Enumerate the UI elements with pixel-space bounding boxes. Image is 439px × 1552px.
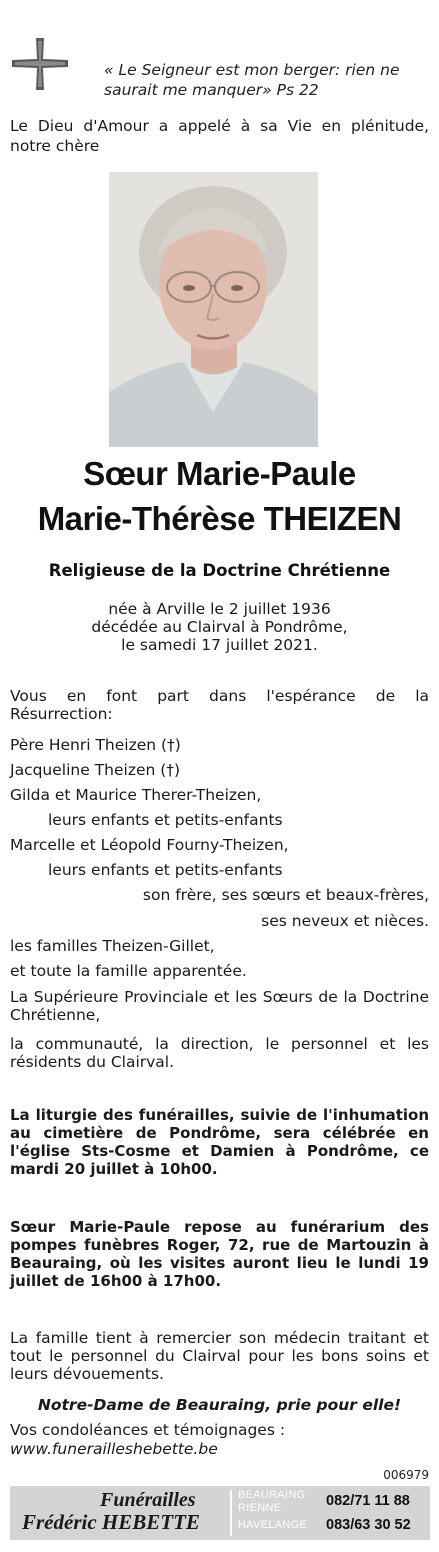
family-gilda: Gilda et Maurice Therer-Theizen, <box>10 786 262 804</box>
condolences-label: Vos condoléances et témoignages : <box>10 1421 286 1439</box>
banner-divider <box>230 1490 232 1536</box>
funeral-home-name-line2: Frédéric HEBETTE <box>22 1510 200 1534</box>
religious-title: Religieuse de la Doctrine Chrétienne <box>48 561 391 580</box>
birth-line: née à Arville le 2 juillet 1936 <box>108 600 331 618</box>
funeral-notice: La liturgie des funérailles, suivie de l'inhumation au cimetière de Pondrôme, sera célébrée en l'église Sts-Cosme et Damien à Pondrôme, ce mardi 20 juillet à 10h00. <box>10 1106 429 1178</box>
city-beauraing: BEAURAING <box>238 1489 306 1501</box>
dates-block <box>0 600 439 654</box>
announcement: Vous en font part dans l'espérance de la Résurrection: <box>10 687 429 723</box>
city-havelange: HAVELANGE <box>238 1519 308 1531</box>
family-community: la communauté, la direction, le personnel et les résidents du Clairval. <box>10 1035 429 1071</box>
website-link[interactable]: www.funerailleshebette.be <box>10 1440 218 1458</box>
cross-icon <box>12 38 68 90</box>
family-gilda-sub: leurs enfants et petits-enfants <box>48 811 283 829</box>
funeral-home-banner <box>10 1486 430 1540</box>
family-siblings: son frère, ses sœurs et beaux-frères, <box>142 886 429 904</box>
family-nephews: ses neveux et nièces. <box>261 912 429 930</box>
name-first: Sœur Marie-Paule <box>83 455 356 492</box>
funeral-home-name-line1: Funérailles <box>100 1489 196 1511</box>
family-all: et toute la famille apparentée. <box>10 962 247 980</box>
thanks-text: La famille tient à remercier son médecin traitant et tout le personnel du Clairval pour les bons soins et leurs dévouements. <box>10 1329 429 1383</box>
family-pere: Père Henri Theizen (†) <box>10 736 181 754</box>
phone-beauraing[interactable]: 082/71 11 88 <box>326 1493 410 1509</box>
name-full: Marie-Thérèse THEIZEN <box>37 500 402 537</box>
death-date-line: le samedi 17 juillet 2021. <box>121 636 318 654</box>
family-jacqueline: Jacqueline Theizen (†) <box>10 761 181 779</box>
family-marcelle-sub: leurs enfants et petits-enfants <box>48 861 283 879</box>
phone-havelange[interactable]: 083/63 30 52 <box>326 1517 411 1533</box>
scripture-quote: « Le Seigneur est mon berger: rien ne saurait me manquer» Ps 22 <box>104 61 400 99</box>
prayer-line: Notre-Dame de Beauraing, prie pour elle! <box>37 1396 402 1414</box>
intro-text: Le Dieu d'Amour a appelé à sa Vie en plénitude, notre chère <box>10 117 429 155</box>
portrait-photo <box>109 172 318 447</box>
death-place-line: décédée au Clairval à Pondrôme, <box>91 618 348 636</box>
family-superior: La Supérieure Provinciale et les Sœurs de la Doctrine Chrétienne, <box>10 988 429 1024</box>
city-rienne: RIENNE <box>238 1502 282 1514</box>
family-families: les familles Theizen-Gillet, <box>10 937 215 955</box>
funerarium-notice: Sœur Marie-Paule repose au funérarium des pompes funèbres Roger, 72, rue de Martouzin à Beauraing, où les visites auront lieu le lundi 19 juillet de 16h00 à 17h00. <box>10 1218 429 1290</box>
reference-number: 006979 <box>383 1468 429 1482</box>
family-marcelle: Marcelle et Léopold Fourny-Theizen, <box>10 836 289 854</box>
